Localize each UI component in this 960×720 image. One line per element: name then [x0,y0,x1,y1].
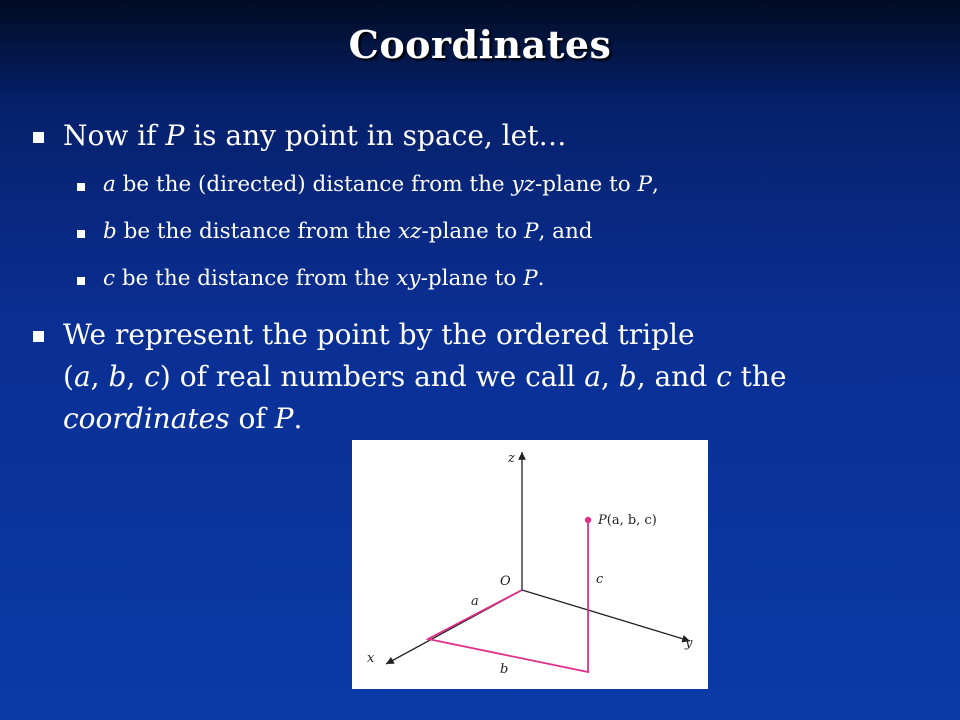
var-P: P [274,402,294,435]
bullet-point-any-point [30,116,930,156]
sub-text: -plane to [534,172,638,197]
axis-z-label: z [508,451,515,466]
triple-line-2 [63,356,930,398]
sub-text: . [537,266,545,291]
label-a: a [471,594,479,609]
text: , [600,360,619,393]
text: , and [636,360,717,393]
sub-text: be the (directed) distance from the [115,172,512,197]
point-P-dot [585,517,591,523]
origin-label: O [500,574,511,589]
var-b: b [108,360,127,393]
var-P: P [523,266,538,291]
var-b: b [103,219,117,244]
sub-text: , [651,172,659,197]
text: ( [63,360,74,393]
point-P-label: P(a, b, c) [598,513,657,528]
text: . [293,402,303,435]
var-a: a [73,360,91,393]
bullet-list [30,116,930,440]
coordinate-path [428,520,588,672]
text: , [90,360,109,393]
text: of [229,402,275,435]
triple-line-3 [63,398,930,440]
var-b: b [618,360,637,393]
sub-bullet-b [30,217,930,247]
text: , [126,360,145,393]
bullet-point-ordered-triple [30,314,930,440]
var-c: c [103,266,116,291]
square-bullet-icon [33,331,44,342]
var-c: c [144,360,160,393]
coordinate-diagram-svg [352,440,708,689]
var-P: P [165,119,185,152]
axis-x-label: x [367,651,375,666]
sub-bullet-a [30,170,930,200]
triple-line-1: We represent the point by the ordered triple [63,318,695,351]
sub-text: be the distance from the [116,219,398,244]
var-a: a [584,360,601,393]
axis-y-label: y [685,636,693,651]
square-bullet-icon [77,277,85,285]
term-coordinates: coordinates [63,402,230,435]
plane-yz: yz [511,172,535,197]
plane-xy: xy [396,266,421,291]
text: the [731,360,787,393]
sub-text: -plane to [420,266,524,291]
var-P: P [524,219,539,244]
label-c: c [596,572,604,587]
var-P: P [637,172,652,197]
sub-text: , and [538,219,593,244]
slide-title: Coordinates [348,22,612,67]
sub-text: be the distance from the [115,266,397,291]
y-axis [522,590,690,641]
bullet-text-pre: Now if [63,119,166,152]
square-bullet-icon [77,230,85,238]
bullet-text-post: is any point in space, let… [184,119,567,152]
var-a: a [103,172,116,197]
label-b: b [500,662,509,677]
text: ) of real numbers and we call [159,360,585,393]
sub-bullet-c [30,264,930,294]
square-bullet-icon [33,132,44,143]
coordinate-diagram [352,440,708,689]
sub-text: -plane to [421,219,524,244]
var-c: c [716,360,732,393]
plane-xz: xz [398,219,422,244]
square-bullet-icon [77,183,85,191]
